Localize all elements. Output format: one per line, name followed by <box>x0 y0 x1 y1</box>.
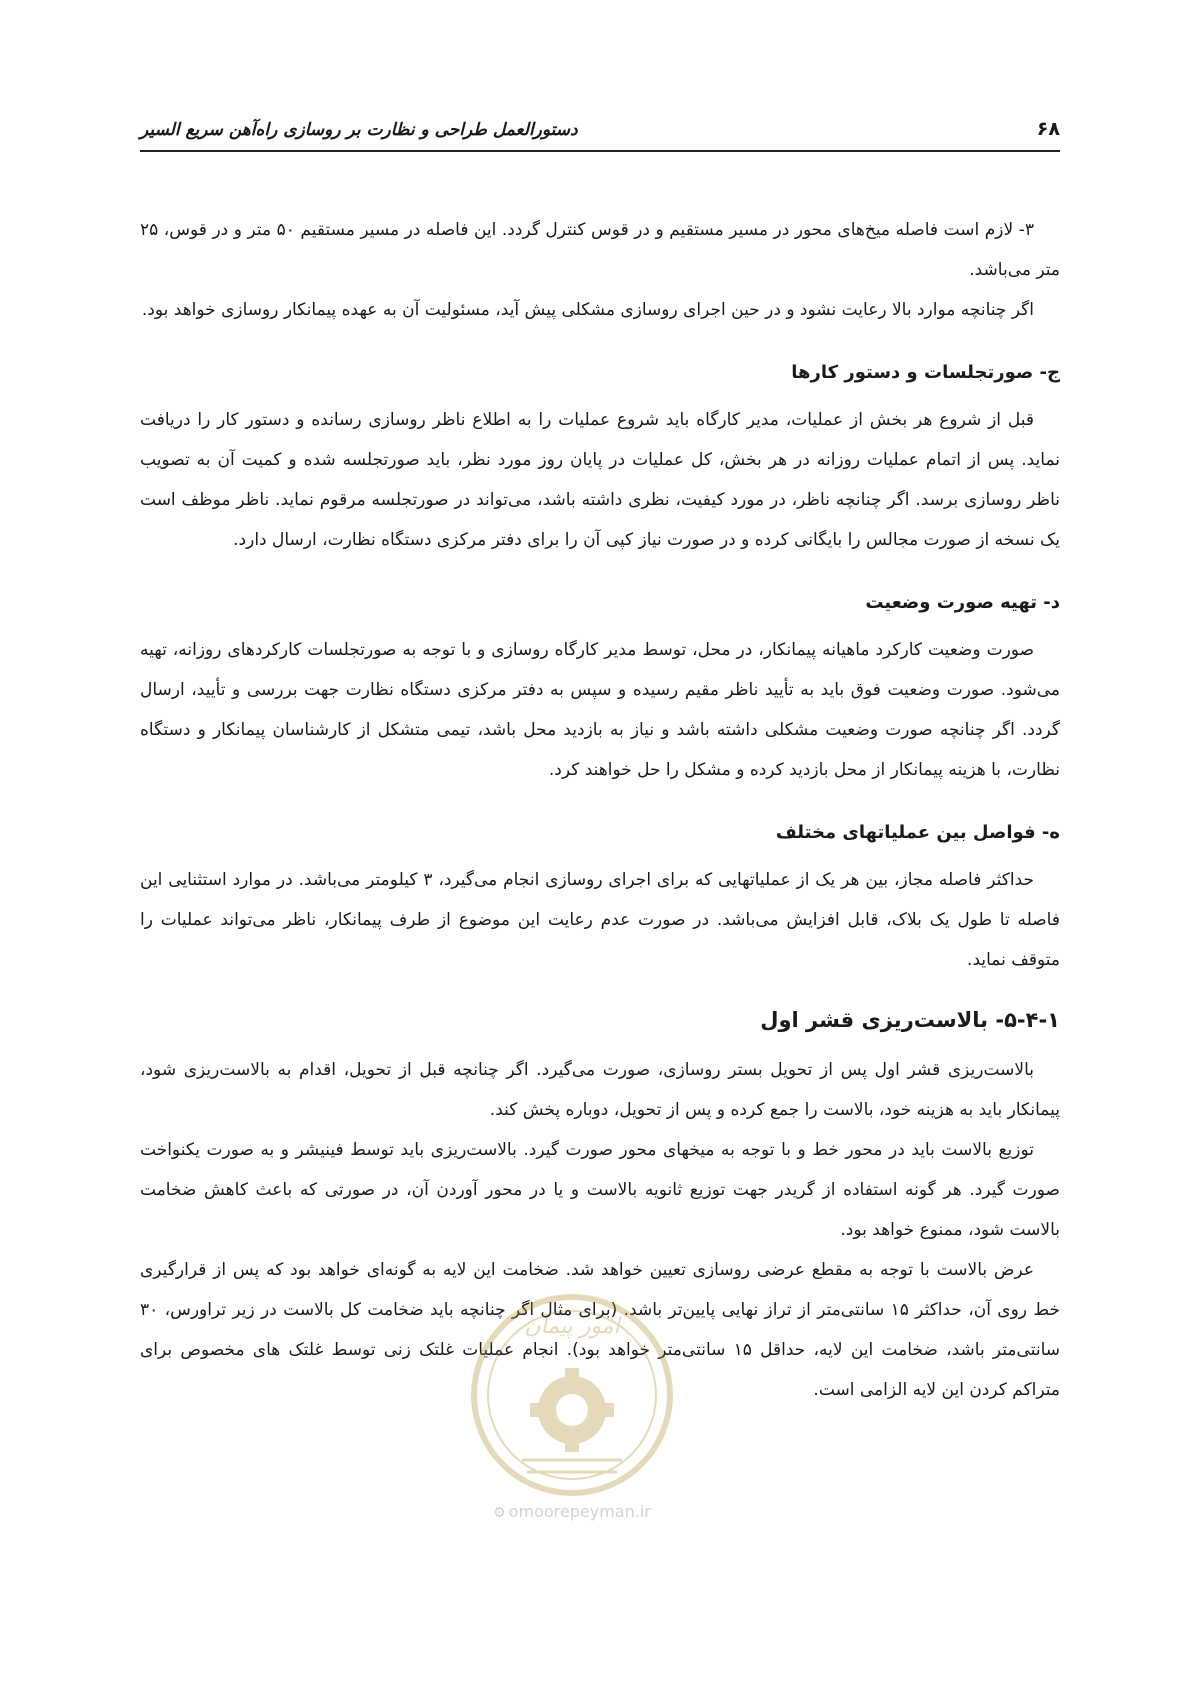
paragraph-responsibility: اگر چنانچه موارد بالا رعایت نشود و در حین اجرای روسازی مشکلی پیش آید، مسئولیت آن به عهده پیمانکار روسازی خواهد بود. <box>141 300 1034 320</box>
gear-icon: ⚙ <box>493 1505 506 1521</box>
watermark-url-text: omoorepeyman.ir <box>508 1502 651 1521</box>
heading-operation-distances: ه- فواصل بین عملیاتهای مختلف <box>775 822 1060 843</box>
paragraph-ballast-delivery: بالاست‌ریزی قشر اول پس از تحویل بستر روسازی، صورت می‌گیرد. اگر چنانچه قبل از تحویل، اقدام به بالاست‌ریزی شود، پیمانکار باید به هزینه خود، بالاست را جمع کرده و پس از تحویل، دوباره پخش کند. <box>140 1060 1060 1120</box>
section-title-first-layer-ballast: ۵-۴-۱- بالاست‌ریزی قشر اول <box>760 1008 1060 1032</box>
heading-minutes-and-work-orders: ج- صورتجلسات و دستور کارها <box>791 362 1060 383</box>
page-header <box>140 118 1060 152</box>
paragraph-ballast-distribution: توزیع بالاست باید در محور خط و با توجه به میخهای محور صورت گیرد. بالاست‌ریزی باید توسط فینیشر و به صورت یکنواخت صورت گیرد. هر گونه استفاده از گریدر جهت توزیع ثانویه بالاست و یا در محور آوردن آن، در صورتی که باعث کاهش ضخامت بالاست شود، ممنوع خواهد بود. <box>140 1140 1060 1240</box>
paragraph-item-3: ۳- لازم است فاصله میخ‌های محور در مسیر مستقیم و در قوس کنترل گردد. این فاصله در مسیر مستقیم ۵۰ متر و در قوس، ۲۵ متر می‌باشد. <box>140 220 1060 280</box>
paragraph-minutes: قبل از شروع هر بخش از عملیات، مدیر کارگاه باید شروع عملیات را به اطلاع ناظر روسازی رسانده و دستور کار را دریافت نماید. پس از اتمام عملیات روزانه در هر بخش، کل عملیات در پایان روز مورد نظر، باید صورتجلسه شده و کمیت آن به تصویب ناظر روسازی برسد. اگر چنانچه ناظر، در مورد کیفیت، نظری داشته باشد، می‌تواند در صورتجلسه مرقوم نماید. ناظر موظف است یک نسخه از صورت مجالس را بایگانی کرده و در صورت نیاز کپی آن را برای دفتر مرکزی دستگاه نظارت، ارسال دارد. <box>140 410 1060 550</box>
watermark-logo-text: امور پیمان <box>524 1314 620 1339</box>
page-body <box>140 210 1060 1410</box>
paragraph-operation-distances: حداکثر فاصله مجاز، بین هر یک از عملیاتهایی که برای اجرای روسازی انجام می‌گیرد، ۳ کیلومتر می‌باشد. در موارد استثنایی این فاصله تا طول یک بلاک، قابل افزایش می‌باشد. در صورت عدم رعایت این موضوع از طرف پیمانکار، ناظر می‌تواند عملیات را متوقف نماید. <box>140 870 1060 970</box>
paragraph-progress-statement: صورت وضعیت کارکرد ماهیانه پیمانکار، در محل، توسط مدیر کارگاه روسازی و با توجه به صورتجلسات کارکردهای روزانه، تهیه می‌شود. صورت وضعیت فوق باید به تأیید ناظر مقیم رسیده و سپس به دفتر مرکزی دستگاه نظارت جهت بررسی و تأیید، ارسال گردد. اگر چنانچه صورت وضعیت مشکلی داشته باشد و نیاز به بازدید محل باشد، تیمی متشکل از کارشناسان پیمانکار و دستگاه نظارت، با هزینه پیمانکار از محل بازدید کرده و مشکل را حل خواهند کرد. <box>140 640 1060 780</box>
running-title: دستورالعمل طراحی و نظارت بر روسازی راه‌آهن سریع السیر <box>140 120 578 140</box>
watermark-url <box>467 1502 677 1521</box>
paragraph-ballast-width: عرض بالاست با توجه به مقطع عرضی روسازی تعیین خواهد شد. ضخامت این لایه به گونه‌ای خواهد بود که پس از قرارگیری خط روی آن، حداکثر ۱۵ سانتی‌متر از تراز نهایی پایین‌تر باشد. (برای مثال اگر چنانچه باید ضخامت کل بالاست در زیر تراورس، ۳۰ سانتی‌متر باشد، ضخامت این لایه، حداقل ۱۵ سانتی‌متر خواهد بود). انجام عملیات غلتک زنی توسط غلتک های مخصوص برای متراکم کردن این لایه الزامی است. <box>140 1260 1060 1400</box>
page-number: ۶۸ <box>1036 118 1060 140</box>
heading-progress-statement: د- تهیه صورت وضعیت <box>865 592 1060 613</box>
